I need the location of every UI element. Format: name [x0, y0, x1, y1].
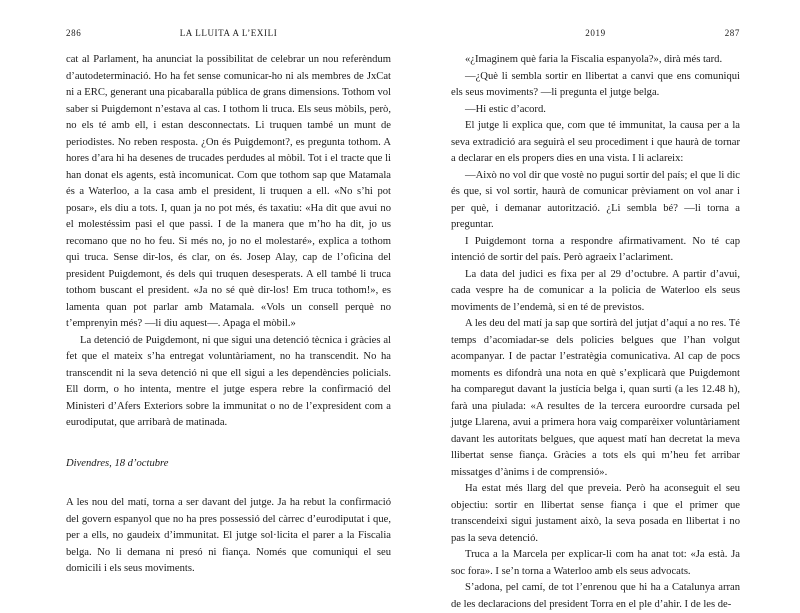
paragraph: —Això no vol dir que vostè no pugui sortir del país; el que li dic és que, si vol sortir, haurà de comunicar prèviament on vol anar i per què, i demanar autorització. ¿Li sembla bé? —li torna a preguntar.: [451, 169, 740, 230]
left-page-header: [66, 28, 391, 40]
right-page: [451, 0, 740, 613]
running-head: 2019: [585, 28, 606, 38]
section-heading: Divendres, 18 d’octubre: [66, 457, 169, 469]
page-number: 287: [724, 28, 740, 38]
running-head: LA LLUITA A L’EXILI: [179, 28, 278, 38]
paragraph: —¿Què li sembla sortir en llibertat a canvi que ens comuniqui els seus moviments? —li pregunta el jutge belga.: [451, 70, 740, 98]
right-page-header: [451, 28, 740, 40]
left-page-body: [66, 52, 391, 578]
paragraph: Ha estat més llarg del que preveia. Però ha aconseguit el seu objectiu: sortir en llibertat sense fiança i que el primer que transcendeixi sigui justament això, la seva posada en llibertat i no pas la seva detenció.: [451, 483, 740, 544]
paragraph: «¿Imaginem què faria la Fiscalia espanyola?», dirà més tard.: [465, 54, 723, 65]
paragraph: El jutge li explica que, com que té immunitat, la causa per a la seva extradició ara seguirà el seu procediment i que haurà de tornar a declarar en els propers dies en una vista. I li aclareix:: [451, 120, 740, 164]
left-page: [66, 0, 391, 613]
paragraph: A les deu del matí ja sap que sortirà del jutjat d’aquí a no res. Té temps d’acomiadar-se dels policies belgues que l’han volgut acompanyar. I de pactar l’estratègia comunicativa. Al cap de pocs moments es difondrà una nota en què s’explicarà que Puigdemont ha comparegut davant la justícia belga i, quan surti (a les 12.48 h), farà una piulada: «A resultes de la tercera euroordre cursada pel jutge Llarena, avui a primera hora vaig comparèixer voluntàriament davant les autoritats belgues, que aquest matí han decretat la meva llibertat sense fiança. Gràcies a tots els qui m’heu fet arribar missatges d’ànims i de comprensió».: [451, 318, 740, 478]
paragraph: S’adona, pel camí, de tot l’enrenou que hi ha a Catalunya arran de les declaracions del president Torra en el ple d’ahir. I de les de-: [451, 582, 740, 610]
paragraph: La detenció de Puigdemont, ni que sigui una detenció tècnica i gràcies al fet que el mateix s’ha entregat voluntàriament, no ha transcendit. No ha transcendit ni la seva detenció ni que ell sigui a les dependències policials. Ell dorm, o ho intenta, mentre el jutge espera rebre la confirmació del Ministeri d’Afers Exteriors sobre la immunitat o no de l’expresident com a eurodiputat, que arribarà de matinada.: [66, 334, 391, 428]
page-number: 286: [66, 28, 82, 38]
right-page-body: [451, 52, 740, 613]
paragraph: —Hi estic d’acord.: [465, 103, 546, 115]
paragraph: A les nou del matí, torna a ser davant del jutge. Ja ha rebut la confirmació del govern espanyol que no ha pres possessió del càrrec d’eurodiputat i que, per a ells, no gaudeix d’immunitat. El jutge sol·licita el parer a la Fiscalia belga. No li demana ni presó ni fiança. Només que comuniqui el seu domicili i els seus moviments.: [66, 497, 391, 574]
paragraph: cat al Parlament, ha anunciat la possibilitat de celebrar un nou referèndum d’autodeterminació. Ho ha fet sense comunicar-ho ni als membres de JxCat ni a ERC, generant una picabaralla pública de grans dimensions. Tothom vol saber si Puigdemont n’estava al cas. I tothom li truca. Els seus mòbils, però, no els té amb ell, i estan desconnectats. Li truquen també un munt de periodistes. No reben resposta. ¿On és Puigdemont?, es pregunta tothom. A hores d’ara hi ha desenes de trucades perdudes al mòbil. Tot i el tracte que li han donat els agents, està incomunicat. Com que tothom sap que Matamala és a Waterloo, a la casa amb el president, li truquen a ell. «No s’hi pot posar», els diu a tots. I, quan ja no pot més, és taxatiu: «Ha dit que avui no el molestéssim pasi el que passi. I de la manera que m’ho ha dit, jo us recomano que no ho feu. Si més no, jo no el molestaré», explica a tothom qui truca. Sense dir-los, és clar, on és. Josep Alay, cap de l’oficina del president Puigdemont, és dels qui truquen desesperats. A ell també li truca tothom buscant el president. «Ja no sé què dir-los! Em truca tothom!», es lamenta quan pot parlar amb Matamala. «Vols un consell perquè no t’emprenyin més? —li diu aquest—. Apaga el mòbil.»: [66, 54, 391, 329]
paragraph: Truca a la Marcela per explicar-li com ha anat tot: «Ja està. Ja soc fora». I se’n torna a Waterloo amb els seus advocats.: [451, 549, 740, 577]
paragraph: I Puigdemont torna a respondre afirmativament. No té cap intenció de sortir del país. Però agraeix l’aclariment.: [451, 235, 740, 263]
paragraph: La data del judici es fixa per al 29 d’octubre. A partir d’avui, cada vespre ha de comunicar a la policia de Waterloo els seus moviments de l’endemà, si en té de previstos.: [451, 268, 740, 313]
